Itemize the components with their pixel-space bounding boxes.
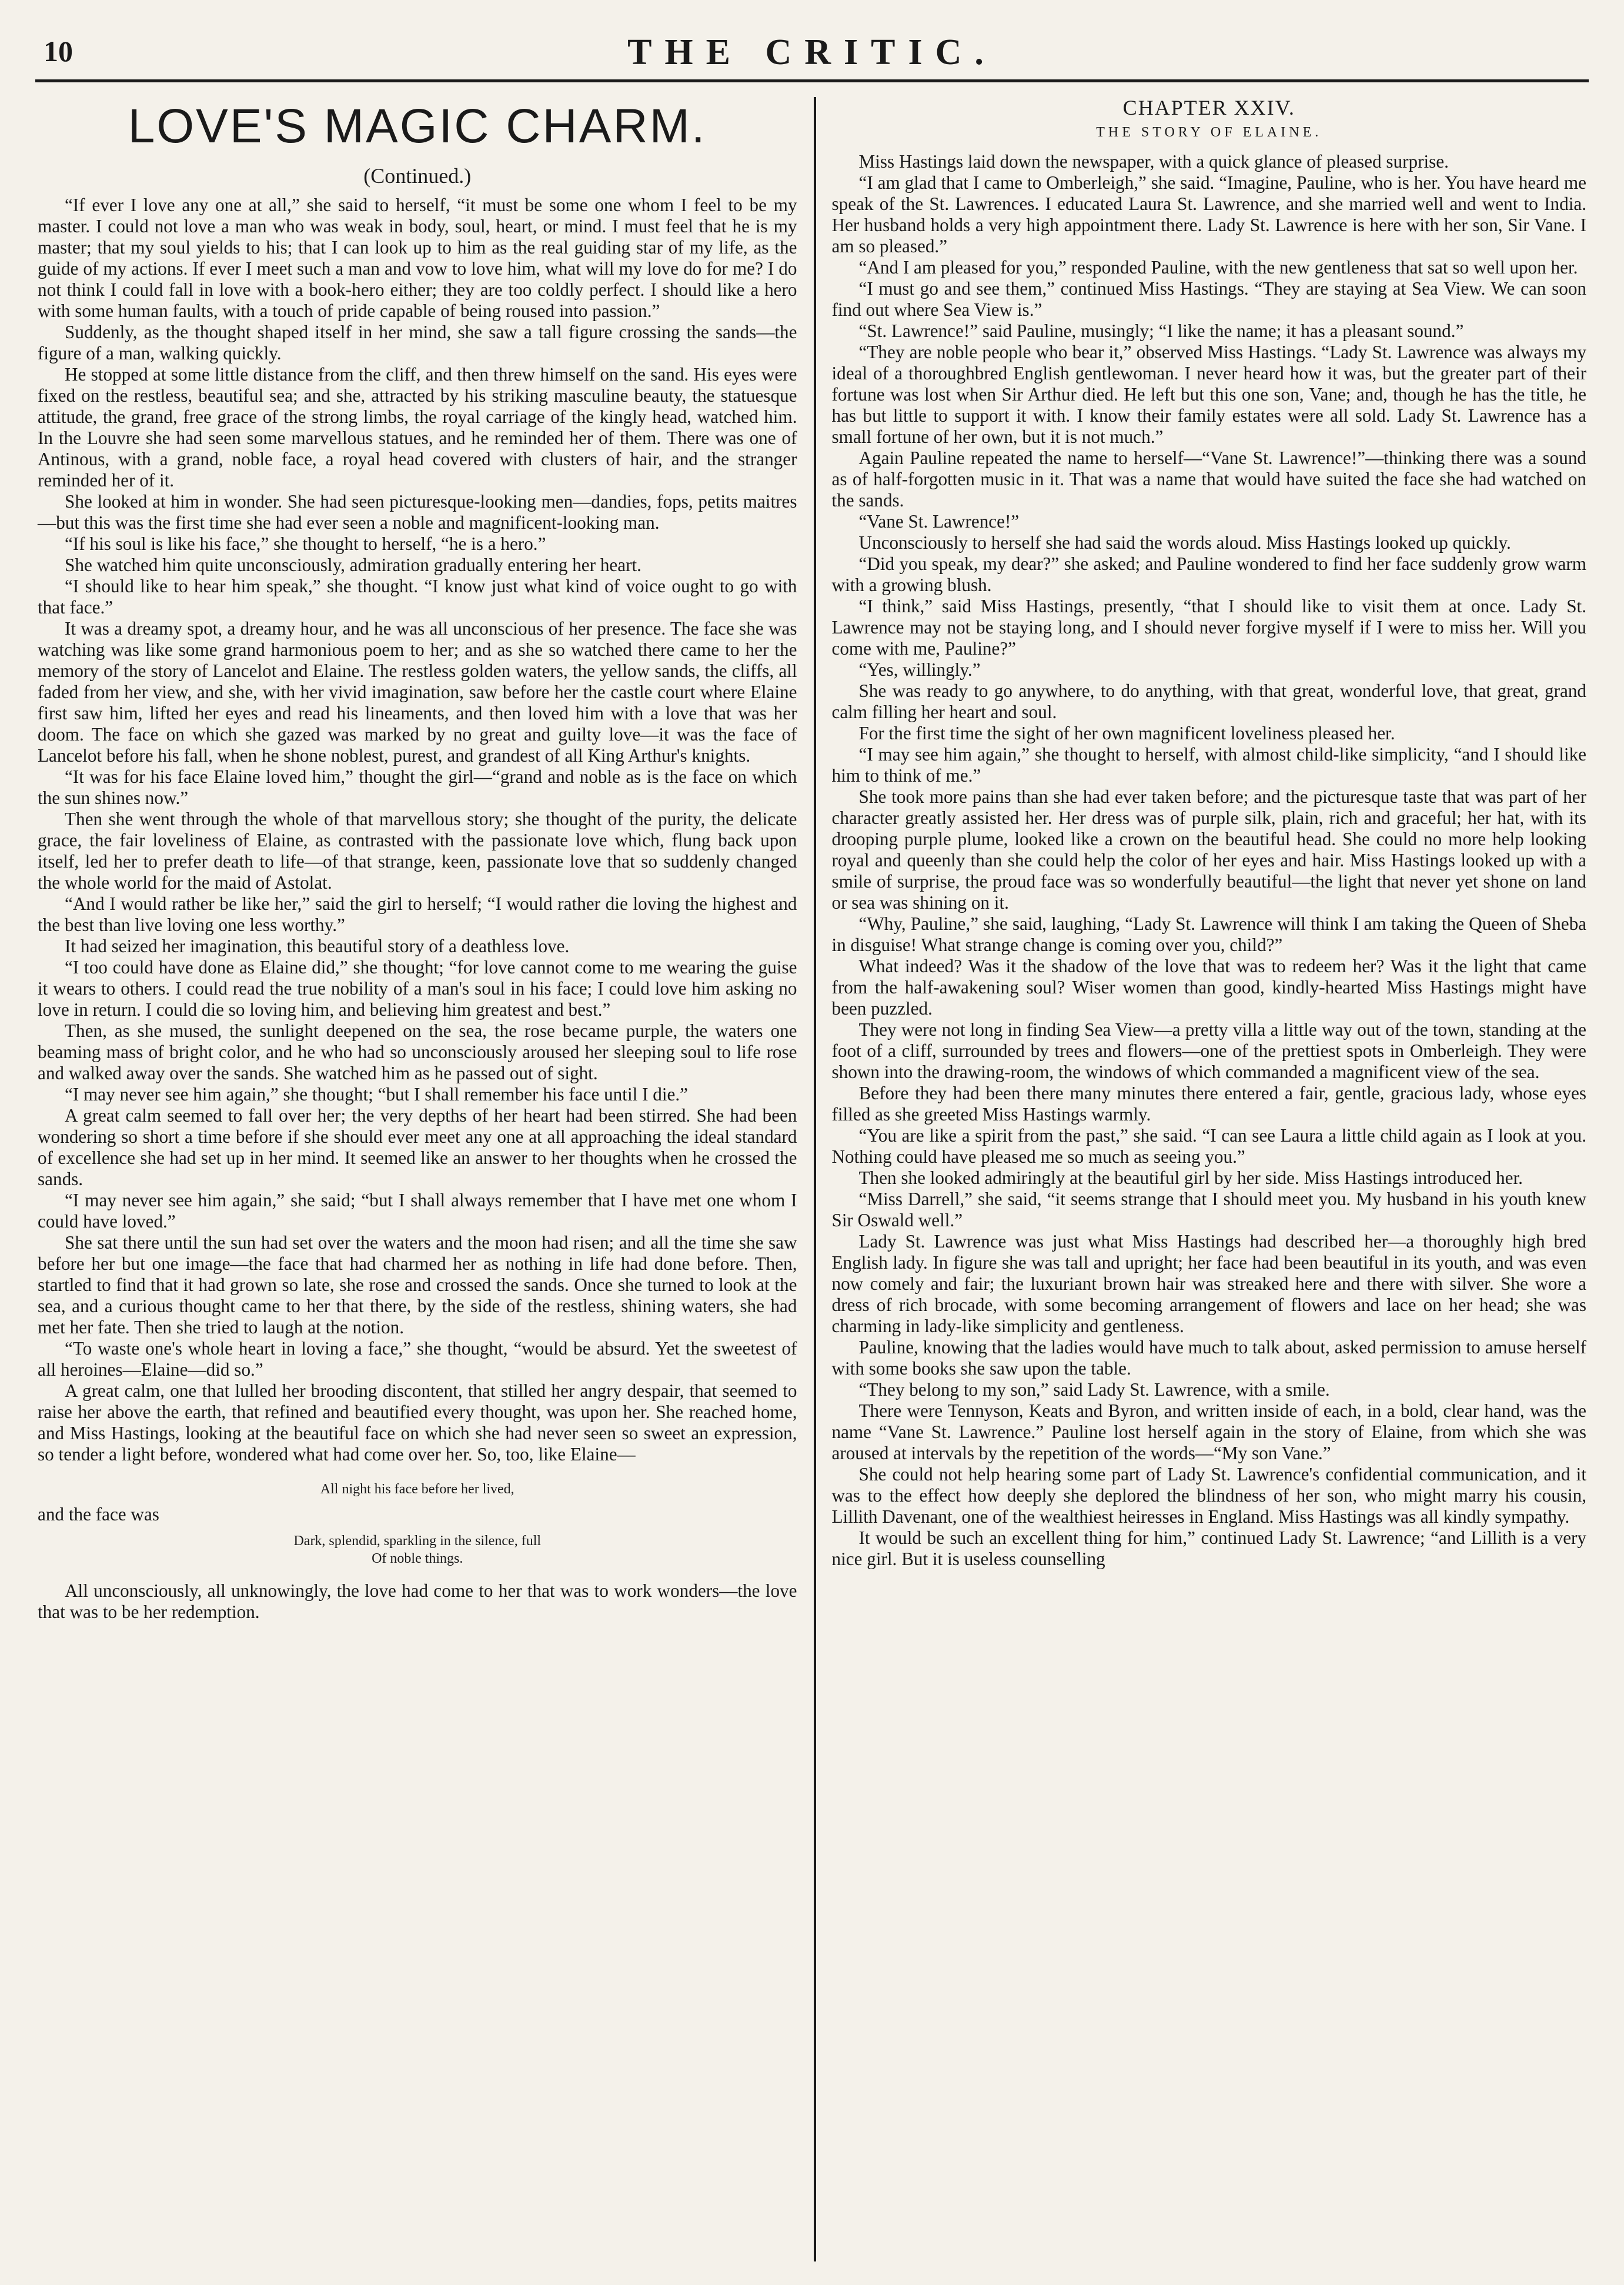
paragraph: “They are noble people who bear it,” observed Miss Hastings. “Lady St. Lawrence was always my ideal of a thoroughbred English gentlewoman. I never heard how it was, but the greater part of their fortune was lost when Sir Arthur died. He left but this one son, Vane; and, though he has the title, he has but little to support it with. I know their family estates were all sold. Lady St. Lawrence has a small fortune of her own, but it is not much.” [831,342,1587,447]
paragraph: She looked at him in wonder. She had seen picturesque-looking men—dandies, fops, petits maitres—but this was the first time she had ever seen a noble and magnificent-looking man. [38,491,797,533]
paragraph: She sat there until the sun had set over the waters and the moon had risen; and all the time she saw before her but one image—the face that had charmed her as nothing in life had done before. Then, startled to find that it had grown so late, she rose and crossed the sands. Once she turned to look at the sea, and a curious thought came to her that there, by the side of the restless, shining waters, she had met her fate. Then she tried to laugh at the notion. [38,1232,797,1337]
paragraph: “I must go and see them,” continued Miss Hastings. “They are staying at Sea View. We can soon find out where Sea View is.” [831,278,1587,320]
paragraph: It was a dreamy spot, a dreamy hour, and he was all unconscious of her presence. The face she was watching was like some grand harmonious poem to her; and as she so watched there came to her the memory of the story of Lancelot and Elaine. The restless golden waters, the yellow sands, the cliffs, all faded from her view, and she, with her vivid imagination, saw before her the castle court where Elaine first saw him, lifted her eyes and read his lineaments, and then loved him with a love that was her doom. The face on which she gazed was marked by no great and guilty love—it was the face of Lancelot before his fall, when he shone noblest, purest, and grandest of all King Arthur's knights. [38,618,797,766]
right-column [824,97,1589,2261]
paragraph: It had seized her imagination, this beautiful story of a deathless love. [65,936,570,956]
paragraph: What indeed? Was it the shadow of the love that was to redeem her? Was it the light that came from the half-awakening soul? Wiser women than good, kindly-hearted Miss Hastings might have been puzzled. [831,956,1587,1019]
verse-line: Dark, splendid, sparkling in the silence, full [293,1533,542,1549]
verse-line: Of noble things. [372,1551,463,1566]
columns [35,97,1589,2261]
paragraph: For the first time the sight of her own magnificent loveliness pleased her. [858,723,1395,743]
paragraph: “And I am pleased for you,” responded Pauline, with the new gentleness that sat so well upon her. [858,257,1578,278]
newspaper-page [35,24,1589,2261]
paragraph: Before they had been there many minutes there entered a fair, gentle, gracious lady, whose eyes filled as she greeted Miss Hastings warmly. [831,1083,1587,1125]
paragraph: He stopped at some little distance from the cliff, and then threw himself on the sand. His eyes were fixed on the restless, beautiful sea; and she, attracted by his striking masculine beauty, the statuesque attitude, the grand, free grace of the strong limbs, the royal carriage of the kingly head, watched him. In the Louvre she had seen some marvellous statues, and he reminded her of them. There was one of Antinous, with a grand, noble face, a royal head covered with clusters of hair, and the stranger reminded her of it. [38,364,797,491]
left-paragraphs [38,195,797,1465]
paragraph: “I may see him again,” she thought to herself, with almost child-like simplicity, “and I should like him to think of me.” [831,744,1587,786]
paragraph: “You are like a spirit from the past,” she said. “I can see Laura a little child again as I look at you. Nothing could have pleased me so much as seeing you.” [831,1125,1587,1167]
story-title: LOVE'S MAGIC CHARM. [128,99,707,153]
paragraph: “I should like to hear him speak,” she thought. “I know just what kind of voice ought to go with that face.” [38,576,797,618]
paragraph: “St. Lawrence!” said Pauline, musingly; “I like the name; it has a pleasant sound.” [858,321,1464,341]
header-rule [35,81,1589,82]
page-header [35,24,1589,82]
masthead: THE CRITIC. [627,32,997,72]
paragraph: Then, as she mused, the sunlight deepened on the sea, the rose became purple, the waters one beaming mass of bright color, and he who had so unconsciously aroused her sleeping soul to life rose and walked away over the sands. She watched him as he passed out of sight. [38,1020,797,1083]
paragraph: “They belong to my son,” said Lady St. Lawrence, with a smile. [858,1379,1330,1400]
paragraph: She watched him quite unconsciously, admiration gradually entering her heart. [65,555,641,575]
paragraph: “I am glad that I came to Omberleigh,” she said. “Imagine, Pauline, who is her. You have heard me speak of the St. Lawrences. I educated Laura St. Lawrence, and she married well and went to India. Her husband holds a very high appointment there. Lady St. Lawrence is here with her son, Sir Vane. I am so pleased.” [831,172,1587,256]
paragraph: “I think,” said Miss Hastings, presently, “that I should like to visit them at once. Lady St. Lawrence may not be staying long, and I should never forgive myself if I were to miss her. Will you come with me, Pauline?” [831,596,1587,659]
verse-stanza [38,1532,797,1567]
paragraph: “I may never see him again,” she thought; “but I shall remember his face until I die.” [65,1084,688,1105]
paragraph: “Why, Pauline,” she said, laughing, “Lady St. Lawrence will think I am taking the Queen of Sheba in disguise! What strange change is coming over you, child?” [831,913,1587,955]
paragraph: “Vane St. Lawrence!” [858,511,1020,532]
paragraph: “Yes, willingly.” [858,659,981,680]
paragraph: “Did you speak, my dear?” she asked; and Pauline wondered to find her face suddenly grow warm with a growing blush. [831,553,1587,595]
paragraph: “It was for his face Elaine loved him,” thought the girl—“grand and noble as is the face on which the sun shines now.” [38,766,797,808]
left-column [35,97,806,2261]
paragraph: Miss Hastings laid down the newspaper, with a quick glance of pleased surprise. [858,151,1449,172]
paragraph: Pauline, knowing that the ladies would have much to talk about, asked permission to amuse herself with some books she saw upon the table. [831,1337,1587,1379]
paragraph: “Miss Darrell,” she said, “it seems strange that I should meet you. My husband in his youth knew Sir Oswald well.” [831,1189,1587,1230]
right-paragraphs [831,151,1586,1570]
page-number: 10 [44,35,73,68]
paragraph: Then she went through the whole of that marvellous story; she thought of the purity, the delicate grace, the fair loveliness of Elaine, as contrasted with the passionate love which, flung back upon itself, led her to prefer death to life—of that strange, keen, passionate love that so suddenly changed the whole world for the maid of Astolat. [38,809,797,893]
paragraph: Unconsciously to herself she had said the words aloud. Miss Hastings looked up quickly. [858,532,1511,553]
chapter-heading: CHAPTER XXIV. [1122,97,1295,119]
paragraph: She took more pains than she had ever taken before; and the picturesque taste that was part of her character greatly assisted her. Her dress was of purple silk, plain, rich and graceful; her hat, with its drooping purple plume, looked like a crown on the beautiful head. She could no more help looking royal and queenly than she could help the color of her eyes and hair. Miss Hastings looked up with a smile of surprise, the proud face was so wonderfully beautiful—the light that never yet shone on land or sea was shining on it. [831,786,1587,913]
closing-paragraph: All unconsciously, all unknowingly, the love had come to her that was to work wonders—the love that was to be her redemption. [38,1580,797,1622]
paragraph: She was ready to go anywhere, to do anything, with that great, wonderful love, that great, grand calm filling her heart and soul. [831,681,1587,722]
paragraph: They were not long in finding Sea View—a pretty villa a little way out of the town, standing at the foot of a cliff, surrounded by trees and flowers—one of the prettiest spots in Omberleigh. They were shown into the drawing-room, the windows of which commanded a magnificent view of the sea. [831,1019,1587,1082]
verse-intro: and the face was [38,1504,159,1525]
paragraph: “I too could have done as Elaine did,” she thought; “for love cannot come to me wearing the guise it wears to others. I could read the true nobility of a man's soul in his face; I could love him asking no love in return. I could die so loving him, and believing him greatest and best.” [38,957,797,1020]
paragraph: “If his soul is like his face,” she thought to herself, “he is a hero.” [65,533,546,554]
verse-line: All night his face before her lived, [320,1482,514,1497]
paragraph: A great calm, one that lulled her brooding discontent, that stilled her angry despair, that seemed to raise her above the earth, that refined and beautified every thought, was upon her. She reached home, and Miss Hastings, looking at the beautiful face on which she had never seen so sweet an expression, so tender a light before, wondered what had come over her. So, too, like Elaine— [38,1380,797,1465]
paragraph: “I may never see him again,” she said; “but I shall always remember that I have met one whom I could have loved.” [38,1190,797,1232]
paragraph: It would be such an excellent thing for him,” continued Lady St. Lawrence; “and Lillith is a very nice girl. But it is useless counselling [831,1527,1587,1569]
continued-note: (Continued.) [363,164,472,188]
paragraph: Suddenly, as the thought shaped itself in her mind, she saw a tall figure crossing the sands—the figure of a man, walking quickly. [38,322,797,363]
chapter-subtitle: THE STORY OF ELAINE. [1096,125,1322,140]
paragraph: “And I would rather be like her,” said the girl to herself; “I would rather die loving the highest and the best than live loving one less worthy.” [38,893,797,935]
column-divider [814,97,817,2261]
paragraph: “If ever I love any one at all,” she said to herself, “it must be some one whom I feel to be my master. I could not love a man who was weak in body, soul, heart, or mind. I must feel that he is my master; that my soul yields to his; that I can look up to him as the real guiding star of my life, as the guide of my actions. If ever I meet such a man and vow to love him, what will my love do for me? I do not think I could fall in love with a book-hero either; they are too coldly perfect. I should like a hero with some human faults, with a touch of pride capable of being roused into passion.” [38,195,797,321]
paragraph: Again Pauline repeated the name to herself—“Vane St. Lawrence!”—thinking there was a sound as of half-forgotten music in it. That was a name that would have suited the face she had watched on the sands. [831,448,1587,511]
paragraph: A great calm seemed to fall over her; the very depths of her heart had been stirred. She had been wondering so short a time before if she should ever meet any one at all approaching the ideal standard of excellence she had set up in her mind. It seemed like an answer to her thoughts when he crossed the sands. [38,1105,797,1189]
paragraph: “To waste one's whole heart in loving a face,” she thought, “would be absurd. Yet the sweetest of all heroines—Elaine—did so.” [38,1338,797,1380]
paragraph: Then she looked admiringly at the beautiful girl by her side. Miss Hastings introduced her. [858,1167,1523,1188]
paragraph: She could not help hearing some part of Lady St. Lawrence's confidential communication, and it was to the effect how deeply she deplored the blindness of her son, who might marry his cousin, Lillith Davenant, one of the wealthiest heiresses in England. Miss Hastings was all kindly sympathy. [831,1464,1587,1527]
paragraph: Lady St. Lawrence was just what Miss Hastings had described her—a thoroughly high bred English lady. In figure she was tall and upright; her face had been beautiful in its youth, and was even now comely and fair; the luxuriant brown hair was streaked here and there with silver. She wore a dress of rich brocade, with some becoming arrangement of flowers and lace on her head; she was charming in lady-like simplicity and gentleness. [831,1231,1587,1336]
paragraph: There were Tennyson, Keats and Byron, and written inside of each, in a bold, clear hand, was the name “Vane St. Lawrence.” Pauline lost herself again in the story of Elaine, from which she was aroused at intervals by the repetition of the words—“My son Vane.” [831,1400,1587,1463]
